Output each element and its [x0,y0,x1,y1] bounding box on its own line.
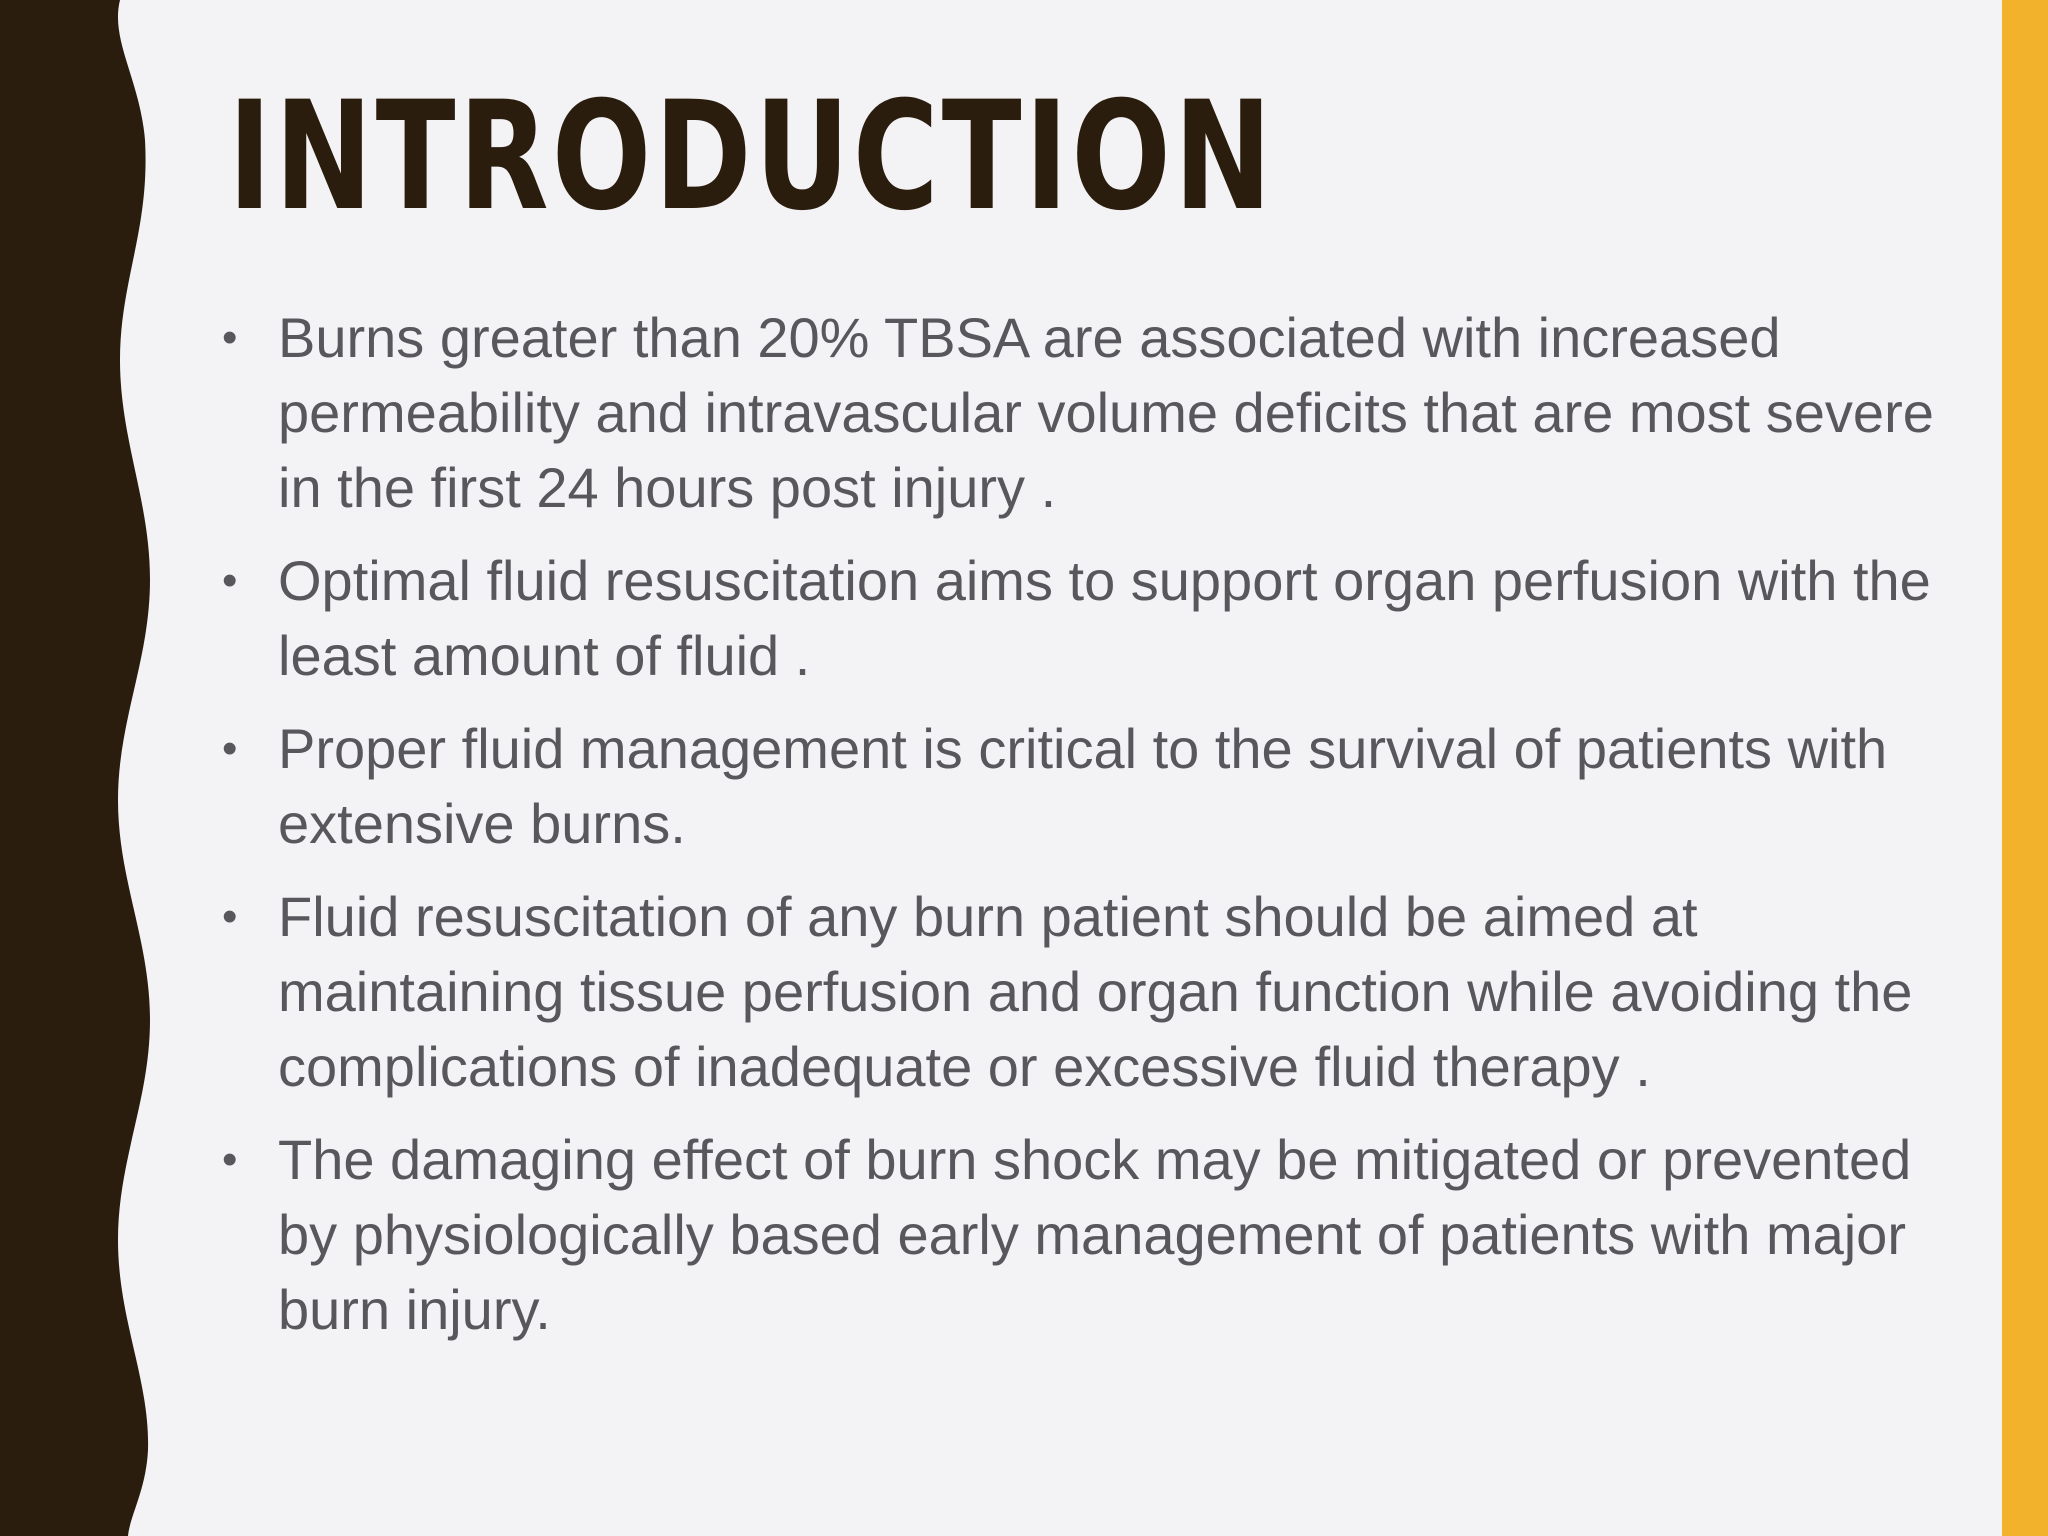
bullet-text: The damaging effect of burn shock may be mitigated or prevented by physiologically based early management of patients with major burn injury. [278,1128,1912,1341]
bullet-item [220,543,1960,693]
bullet-text: Proper fluid management is critical to the survival of patients with extensive burns. [278,717,1888,855]
bullet-text: Optimal fluid resuscitation aims to support organ perfusion with the least amount of fluid . [278,549,1931,687]
slide-title: INTRODUCTION [228,70,1275,244]
bullet-icon: • [222,724,238,773]
bullet-icon: • [222,313,238,362]
bullet-icon: • [222,892,238,941]
right-accent-band [2002,0,2048,1536]
bullet-text: Burns greater than 20% TBSA are associated with increased permeability and intravascular volume deficits that are most severe in the first 24 hours post injury . [278,306,1934,519]
left-wavy-band [0,0,180,1536]
bullet-icon: • [222,1135,238,1184]
bullet-item [220,879,1960,1104]
bullet-text: Fluid resuscitation of any burn patient should be aimed at maintaining tissue perfusion and organ function while avoiding the complications of inadequate or excessive fluid therapy . [278,885,1913,1098]
bullet-list [220,300,1960,1365]
bullet-item [220,300,1960,525]
bullet-item [220,711,1960,861]
bullet-icon: • [222,556,238,605]
bullet-item [220,1122,1960,1347]
